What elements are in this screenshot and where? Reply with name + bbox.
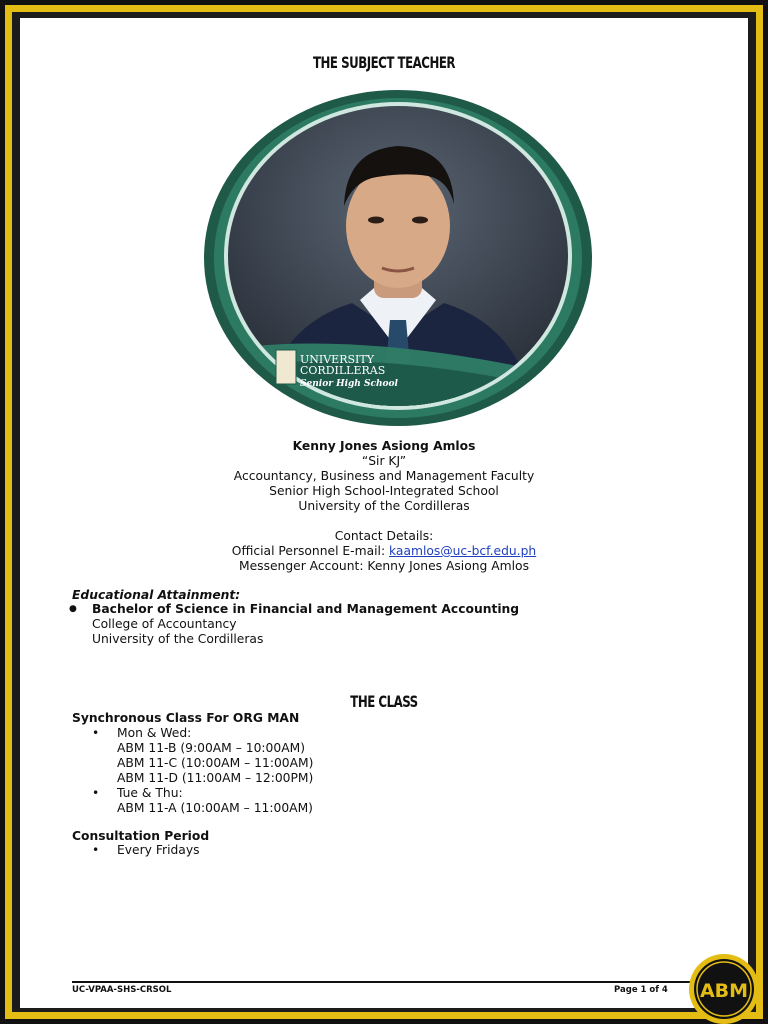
- footer-divider: [72, 981, 696, 983]
- schedule-item: ABM 11-C (10:00AM – 11:00AM): [117, 756, 314, 770]
- heading-the-class: THE CLASS: [350, 692, 418, 711]
- schedule-days: • Mon & Wed:: [92, 726, 313, 741]
- logo-line1: UNIVERSITY: [300, 353, 374, 366]
- schedule-item: ABM 11-A (10:00AM – 11:00AM): [117, 801, 313, 815]
- schedule-item: ABM 11-D (11:00AM – 12:00PM): [117, 771, 314, 785]
- seal-text: ABM: [699, 980, 749, 1002]
- schedule-days: • Tue & Thu:: [92, 786, 313, 801]
- education-university: University of the Cordilleras: [92, 632, 264, 646]
- contact-email-row: [20, 544, 748, 559]
- education-degree: ● Bachelor of Science in Financial and Management Accounting: [92, 602, 519, 617]
- education-title: Educational Attainment:: [72, 588, 241, 602]
- email-link[interactable]: kaamlos@uc-bcf.edu.ph: [389, 544, 537, 558]
- education-college: College of Accountancy: [92, 617, 237, 631]
- consultation-list: [92, 843, 200, 858]
- logo-line3: Senior High School: [300, 379, 398, 389]
- consultation-title: Consultation Period: [72, 829, 210, 843]
- teacher-name: Kenny Jones Asiong Amlos: [292, 439, 476, 453]
- teacher-school: Senior High School-Integrated School: [269, 484, 499, 498]
- teacher-nickname: “Sir KJ”: [361, 454, 407, 468]
- teacher-info: [20, 439, 748, 574]
- consultation-item: • Every Fridays: [92, 843, 200, 858]
- document-page: [20, 18, 748, 1008]
- teacher-portrait: [202, 88, 594, 428]
- footer-page-number: Page 1 of 4: [614, 985, 668, 995]
- education-list: [92, 602, 519, 647]
- abm-seal-icon: [688, 953, 760, 1025]
- contact-title: Contact Details:: [334, 529, 434, 543]
- messenger-account: Messenger Account: Kenny Jones Asiong Amlos: [238, 559, 529, 573]
- footer-code: UC-VPAA-SHS-CRSOL: [72, 985, 172, 995]
- logo-line2: CORDILLERAS: [300, 364, 386, 377]
- email-label: Official Personnel E-mail:: [231, 544, 390, 558]
- teacher-faculty: Accountancy, Business and Management Faculty: [233, 469, 535, 483]
- teacher-university: University of the Cordilleras: [298, 499, 470, 513]
- schedule-title: Synchronous Class For ORG MAN: [72, 711, 300, 725]
- heading-subject-teacher: THE SUBJECT TEACHER: [312, 53, 456, 72]
- schedule-list: [92, 726, 313, 816]
- schedule-item: ABM 11-B (9:00AM – 10:00AM): [117, 741, 306, 755]
